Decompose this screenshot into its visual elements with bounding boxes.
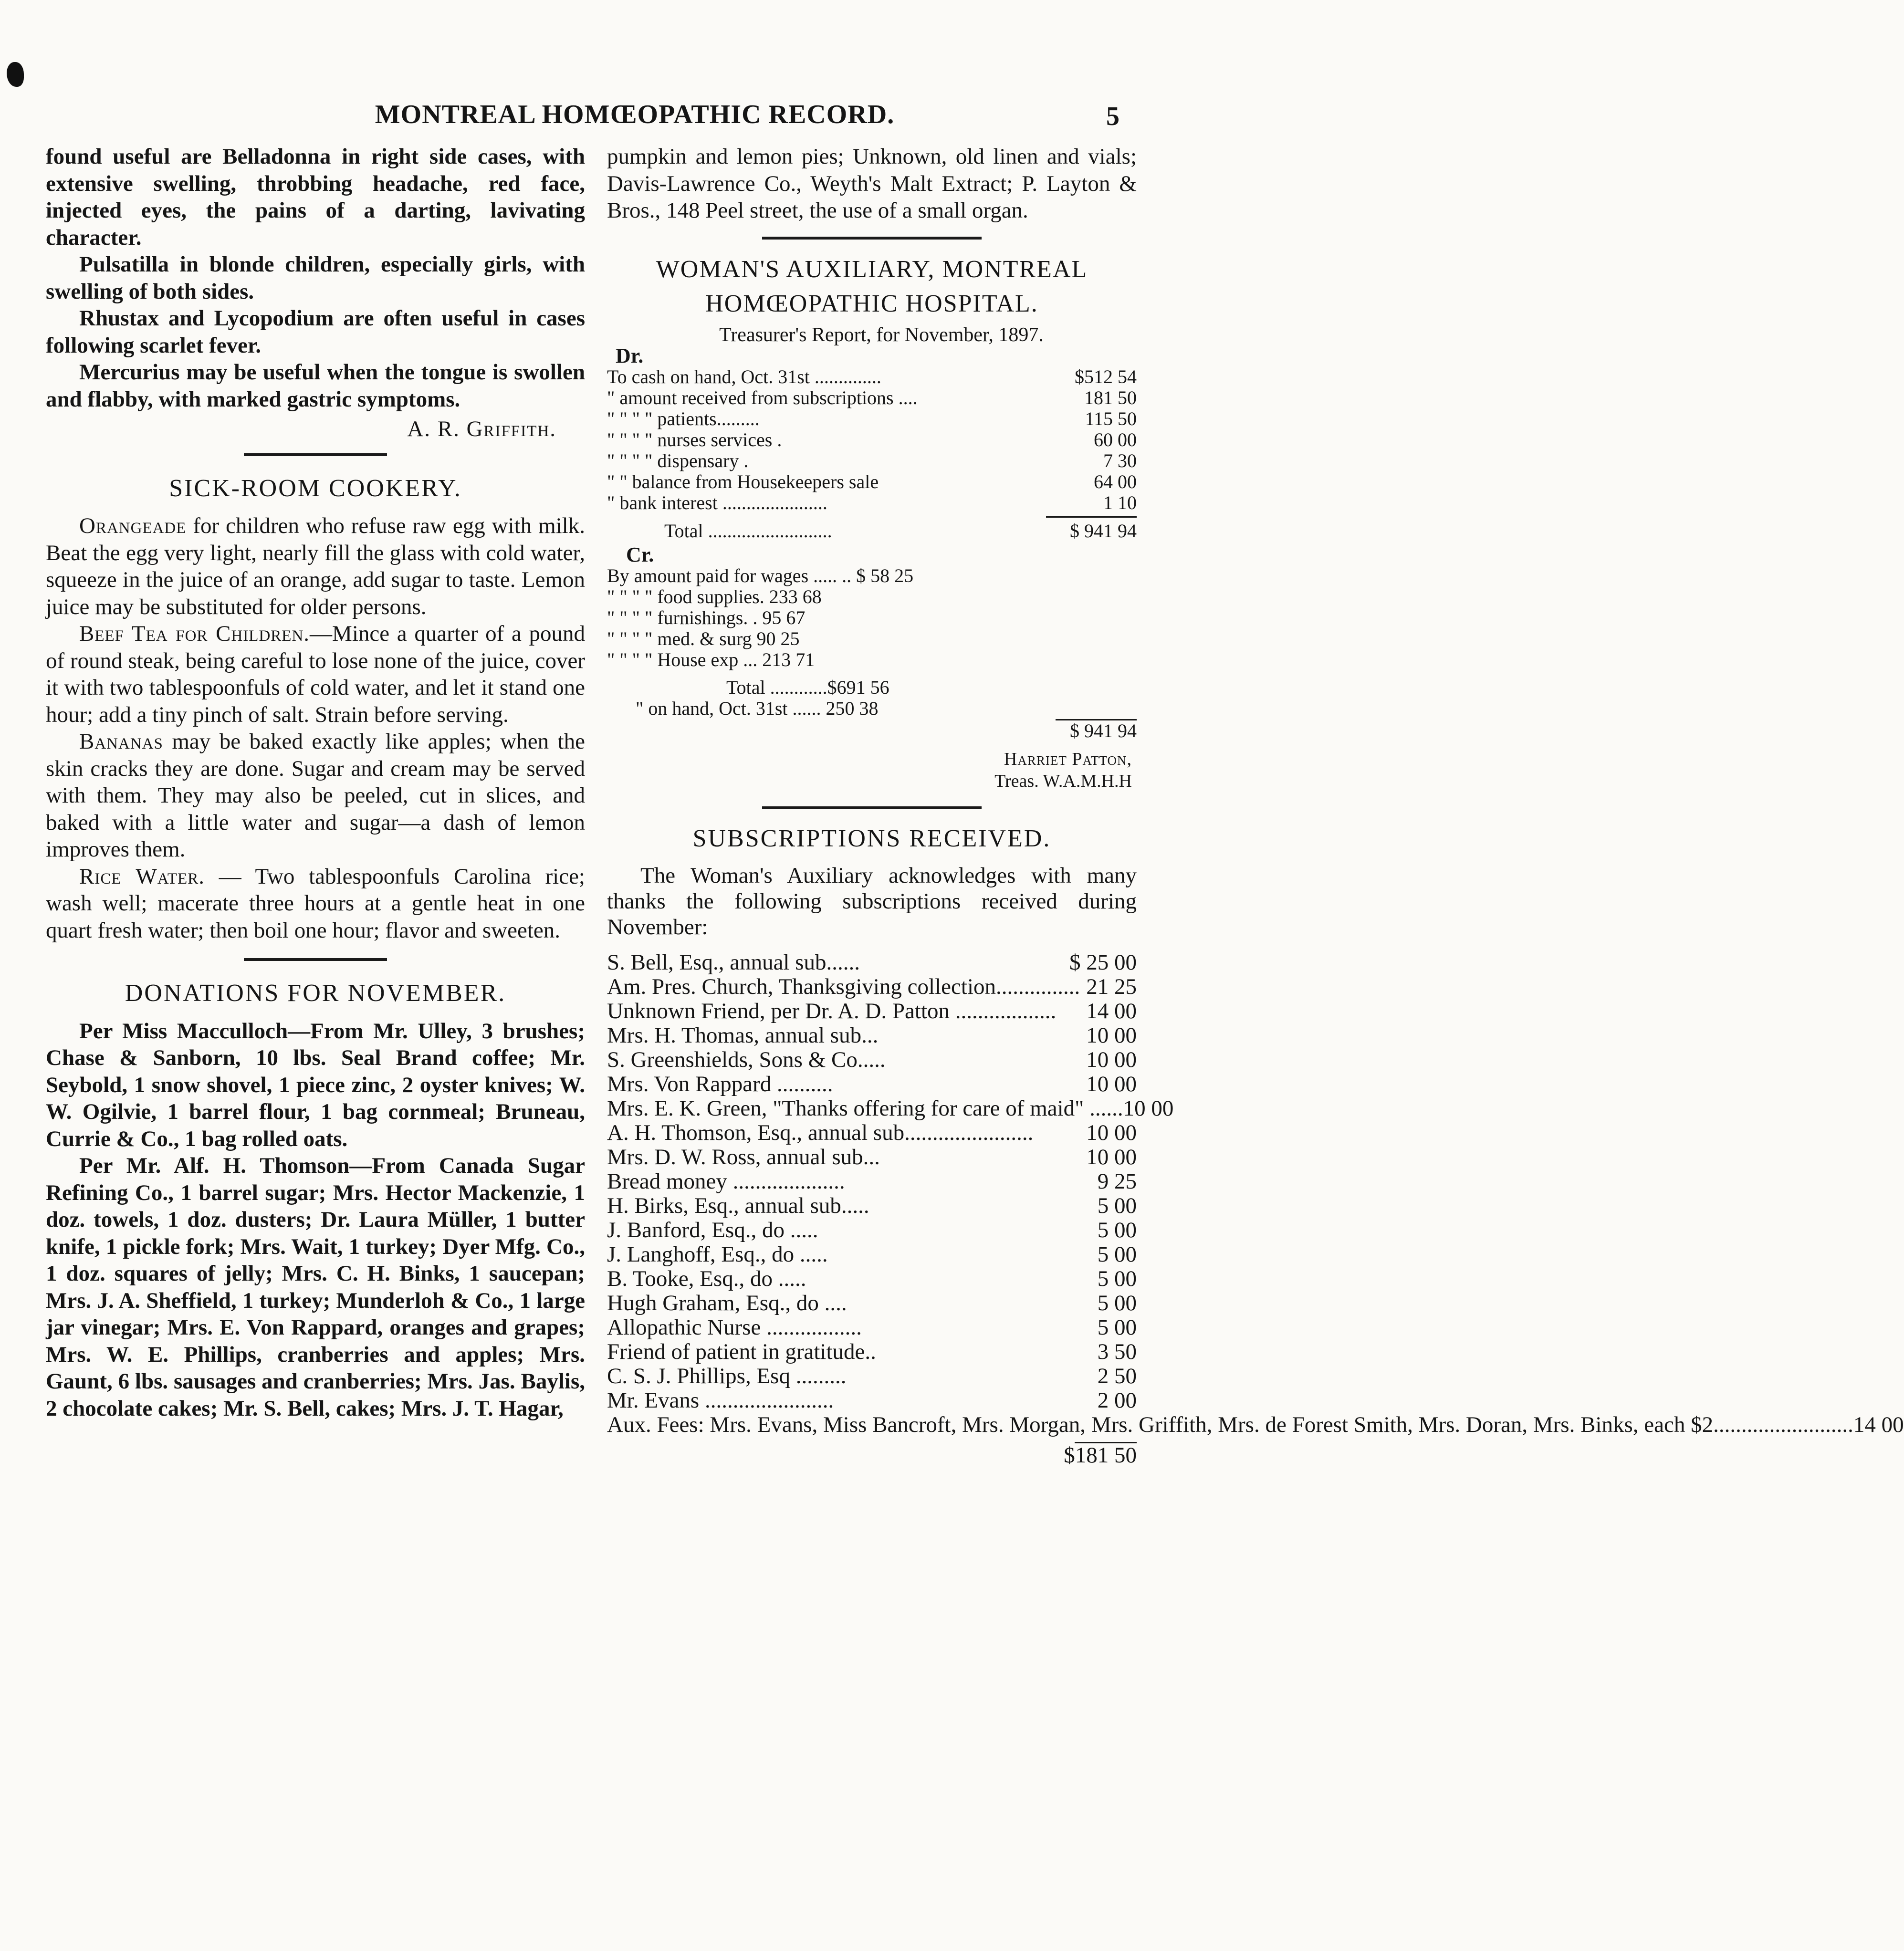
ledger-label: " amount received from subscriptions .... — [607, 386, 918, 408]
subscriber-name: B. Tooke, Esq., do ..... — [607, 1266, 806, 1291]
ledger-label: By amount paid for wages ..... .. $ 58 25 — [607, 564, 914, 586]
ledger-label: " " " " patients......... — [607, 407, 760, 429]
subscription-entry — [607, 1194, 1137, 1218]
subscriber-name: S. Bell, Esq., annual sub...... — [607, 950, 860, 975]
left-column — [46, 143, 585, 1422]
subscription-amount: $ 25 00 — [1069, 950, 1137, 975]
recipe-text: — Two tablespoonfuls Carolina rice; wash well; macerate three hours at a gentle heat in one quart fresh water; then boil one hour; flavor and sweeten. — [46, 864, 585, 943]
treasurer-name: Harriet Patton, — [1004, 749, 1132, 769]
recipe-lead: Bananas — [79, 729, 163, 754]
intro-paragraph: Rhustax and Lycopodium are often useful in cases following scarlet fever. — [46, 306, 585, 358]
ledger-row — [607, 565, 1137, 586]
intro-paragraph: Mercurius may be useful when the tongue is swollen and flabby, with marked gastric symptoms. — [46, 360, 585, 412]
subscriber-name: Mrs. Von Rappard .......... — [607, 1072, 833, 1096]
subscription-entry — [607, 1412, 1904, 1437]
treasurer-title: Treas. W.A.M.H.H — [994, 771, 1132, 791]
ledger-label: " " " " nurses services . — [607, 428, 782, 450]
ledger-amount: 1 10 — [1103, 491, 1137, 513]
subscription-amount: 2 00 — [1097, 1388, 1137, 1413]
section-divider — [244, 958, 387, 961]
ledger-row — [607, 607, 1137, 628]
ledger-label: " " " " med. & surg 90 25 — [607, 627, 800, 649]
subscription-entry — [607, 1023, 1137, 1048]
ledger-label: " " " " furnishings. . 95 67 — [607, 606, 806, 628]
recipe-text: —Mince a quarter of a pound of round steak, being careful to lose none of the juice, cover it with two tablespoonfuls of cold water, and let it stand one hour; add a tiny pinch of salt. Strain before serving. — [46, 621, 585, 727]
ledger-row — [607, 698, 1137, 719]
ledger-row — [607, 628, 1137, 649]
ledger-row — [607, 366, 1137, 387]
ledger-label: " " " " dispensary . — [607, 449, 749, 471]
subscriber-name: Hugh Graham, Esq., do .... — [607, 1291, 847, 1315]
ledger-row — [607, 429, 1137, 450]
ledger-row — [607, 471, 1137, 492]
recipe-text: for children who refuse raw egg with milk. Beat the egg very light, nearly fill the glass with cold water, squeeze in the juice of an orange, add sugar to taste. Lemon juice may be substituted for older persons. — [46, 513, 585, 619]
recipe-orangeade — [46, 512, 585, 620]
ledger-label: " on hand, Oct. 31st ...... 250 38 — [636, 697, 879, 719]
subscription-entry — [607, 1340, 1137, 1364]
subscription-entry — [607, 1072, 1137, 1096]
ledger-label: " bank interest ...................... — [607, 491, 827, 513]
author-signature: A. R. Griffith. — [407, 417, 556, 441]
subscription-amount: 9 25 — [1097, 1169, 1137, 1194]
subscriber-name: Mrs. D. W. Ross, annual sub... — [607, 1145, 880, 1169]
subscription-amount: 5 00 — [1097, 1193, 1137, 1218]
subscription-amount: 3 50 — [1097, 1339, 1137, 1364]
subscription-amount: 5 00 — [1097, 1242, 1137, 1267]
debit-label: Dr. — [616, 344, 644, 367]
running-title: MONTREAL HOMŒOPATHIC RECORD. — [375, 100, 895, 129]
subscription-entry — [607, 1242, 1137, 1267]
recipe-text: may be baked exactly like apples; when the skin cracks they are done. Sugar and cream may be served with them. They may also be peeled, cut in slices, and baked with a little water and sugar—a dash of lemon improves them. — [46, 729, 585, 862]
subscription-entry — [607, 950, 1137, 975]
intro-paragraph: found useful are Belladonna in right side cases, with extensive swelling, throbbing headache, red face, injected eyes, the pains of a darting, lavivating character. — [46, 144, 585, 250]
ledger-label: " " balance from Housekeepers sale — [607, 470, 879, 492]
subscriptions-total: $181 50 — [1064, 1443, 1137, 1468]
subscription-entry — [607, 1096, 1174, 1121]
subscriptions-list — [607, 950, 1904, 1468]
donations-continuation: pumpkin and lemon pies; Unknown, old linen and vials; Davis-Lawrence Co., Weyth's Malt Extract; P. Layton & Bros., 148 Peel street, the use of a small organ. — [607, 144, 1137, 223]
ledger-label: Total ............$691 56 — [726, 676, 889, 698]
cookery-heading: SICK-ROOM COOKERY. — [169, 474, 462, 502]
total-rule — [1046, 516, 1137, 518]
right-column — [607, 143, 1904, 1468]
subscriber-name: Am. Pres. Church, Thanksgiving collection............... — [607, 974, 1080, 999]
subscription-amount: 10 00 — [1123, 1096, 1174, 1121]
ledger-row — [607, 450, 1137, 471]
subscription-amount: 10 00 — [1086, 1072, 1137, 1096]
subscription-entry — [607, 1048, 1137, 1072]
subscription-entry — [607, 1267, 1137, 1291]
recipe-lead: Orangeade — [79, 513, 187, 538]
ledger-subtotal-row — [607, 677, 1137, 698]
subscription-amount: 14 00 — [1853, 1412, 1904, 1437]
subscription-entry — [607, 1218, 1137, 1242]
subscription-entry — [607, 1121, 1137, 1145]
subscription-entry — [607, 1169, 1137, 1194]
subscriber-name: Unknown Friend, per Dr. A. D. Patton .................. — [607, 999, 1057, 1023]
subscription-entry — [607, 1388, 1137, 1413]
subscriber-name: H. Birks, Esq., annual sub..... — [607, 1193, 869, 1218]
ledger-amount: 60 00 — [1094, 428, 1137, 450]
ledger-row — [607, 387, 1137, 408]
donations-paragraph: Per Miss Macculloch—From Mr. Ulley, 3 brushes; Chase & Sanborn, 10 lbs. Seal Brand coffee; Mr. Seybold, 1 snow shovel, 1 piece zinc, 2 oyster knives; W. W. Ogilvie, 1 barrel flour, 1 bag cornmeal; Bruneau, Currie & Co., 1 bag rolled oats. — [46, 1018, 585, 1151]
subscription-amount: 5 00 — [1097, 1218, 1137, 1242]
recipe-beef-tea — [46, 620, 585, 728]
ledger-amount: $ 941 94 — [1070, 520, 1137, 542]
credit-label: Cr. — [626, 543, 654, 566]
section-divider — [244, 453, 387, 456]
ledger-row — [607, 492, 1137, 513]
ledger-amount: 181 50 — [1084, 386, 1137, 408]
recipe-bananas — [46, 728, 585, 863]
subscription-amount: 5 00 — [1097, 1266, 1137, 1291]
subscription-amount: 21 25 — [1086, 974, 1137, 999]
subscriber-name: S. Greenshields, Sons & Co..... — [607, 1047, 886, 1072]
section-divider — [762, 806, 982, 809]
subscriber-name: J. Banford, Esq., do ..... — [607, 1218, 818, 1242]
subscription-amount: 2 50 — [1097, 1364, 1137, 1388]
donations-heading: DONATIONS FOR NOVEMBER. — [125, 980, 506, 1007]
ledger-row — [607, 586, 1137, 607]
subscription-amount: 10 00 — [1086, 1023, 1137, 1048]
intro-paragraph: Pulsatilla in blonde children, especially girls, with swelling of both sides. — [46, 252, 585, 304]
subscriptions-heading: SUBSCRIPTIONS RECEIVED. — [692, 824, 1051, 852]
ledger-label: Total .......................... — [664, 520, 832, 542]
subscriber-name: Mrs. E. K. Green, "Thanks offering for care of maid" ...... — [607, 1096, 1123, 1121]
subscription-entry — [607, 1315, 1137, 1340]
subscriptions-intro: The Woman's Auxiliary acknowledges with many thanks the following subscriptions received during November: — [607, 863, 1137, 939]
treasurer-report — [607, 324, 1137, 792]
auxiliary-heading-2: HOMŒOPATHIC HOSPITAL. — [705, 290, 1038, 317]
subscriber-name: C. S. J. Phillips, Esq ......... — [607, 1364, 847, 1388]
subscriber-name: Bread money .................... — [607, 1169, 845, 1194]
auxiliary-heading-1: WOMAN'S AUXILIARY, MONTREAL — [656, 255, 1088, 283]
ledger-row — [607, 408, 1137, 429]
ledger-row — [607, 649, 1137, 670]
subscription-amount: 10 00 — [1086, 1120, 1137, 1145]
subscription-amount: 10 00 — [1086, 1047, 1137, 1072]
ledger-amount: $512 54 — [1075, 365, 1137, 387]
subscription-entry — [607, 1291, 1137, 1315]
subscription-entry — [607, 999, 1137, 1023]
subscription-entry — [607, 1145, 1137, 1169]
ledger-amount: 115 50 — [1085, 407, 1137, 429]
donations-paragraph: Per Mr. Alf. H. Thomson—From Canada Sugar Refining Co., 1 barrel sugar; Mrs. Hector Mackenzie, 1 doz. towels, 1 doz. dusters; Dr. Laura Müller, 1 butter knife, 1 pickle fork; Mrs. Wait, 1 turkey; Dyer Mfg. Co., 1 doz. squares of jelly; Mrs. C. H. Binks, 1 saucepan; Mrs. J. A. Sheffield, 1 turkey; Munderloh & Co., 1 large jar vinegar; Mrs. E. Von Rappard, oranges and grapes; Mrs. W. E. Phillips, cranberries and apples; Mrs. Gaunt, 6 lbs. sausages and cranberries; Mrs. Jas. Baylis, 2 chocolate cakes; Mr. S. Bell, cakes; Mrs. J. T. Hagar, — [46, 1153, 585, 1421]
subscriptions-total-row — [607, 1443, 1137, 1468]
subscription-amount: 5 00 — [1097, 1291, 1137, 1315]
recipe-lead: Beef Tea for Children. — [79, 621, 310, 646]
subscriber-name: Allopathic Nurse ................. — [607, 1315, 862, 1340]
subscription-entry — [607, 1364, 1137, 1388]
ink-blot — [7, 62, 24, 87]
subscriber-name: Mrs. H. Thomas, annual sub... — [607, 1023, 879, 1048]
subscription-amount: 14 00 — [1086, 999, 1137, 1023]
ledger-amount: 7 30 — [1103, 449, 1137, 471]
subscription-amount: 5 00 — [1097, 1315, 1137, 1340]
recipe-rice-water — [46, 863, 585, 944]
report-title: Treasurer's Report, for November, 1897. — [719, 323, 1044, 346]
page-number: 5 — [1106, 102, 1119, 131]
ledger-total-row — [607, 521, 1137, 542]
subscription-entry — [607, 975, 1137, 999]
subscriber-name: Friend of patient in gratitude.. — [607, 1339, 876, 1364]
subscriber-name: Mr. Evans ....................... — [607, 1388, 834, 1413]
recipe-lead: Rice Water. — [79, 864, 205, 889]
ledger-amount: 64 00 — [1094, 470, 1137, 492]
ledger-label: " " " " food supplies. 233 68 — [607, 585, 822, 607]
subscriber-name: A. H. Thomson, Esq., annual sub....................... — [607, 1120, 1034, 1145]
subscription-amount: 10 00 — [1086, 1145, 1137, 1169]
ledger-amount: $ 941 94 — [1056, 719, 1137, 741]
subscriber-name: Aux. Fees: Mrs. Evans, Miss Bancroft, Mrs. Morgan, Mrs. Griffith, Mrs. de Forest Smith, Mrs. Doran, Mrs. Binks, each $2......................... — [607, 1412, 1853, 1437]
ledger-label: " " " " House exp ... 213 71 — [607, 648, 815, 670]
ledger-total-row — [607, 719, 1137, 741]
subscriber-name: J. Langhoff, Esq., do ..... — [607, 1242, 828, 1267]
ledger-label: To cash on hand, Oct. 31st .............. — [607, 365, 881, 387]
section-divider — [762, 237, 982, 240]
